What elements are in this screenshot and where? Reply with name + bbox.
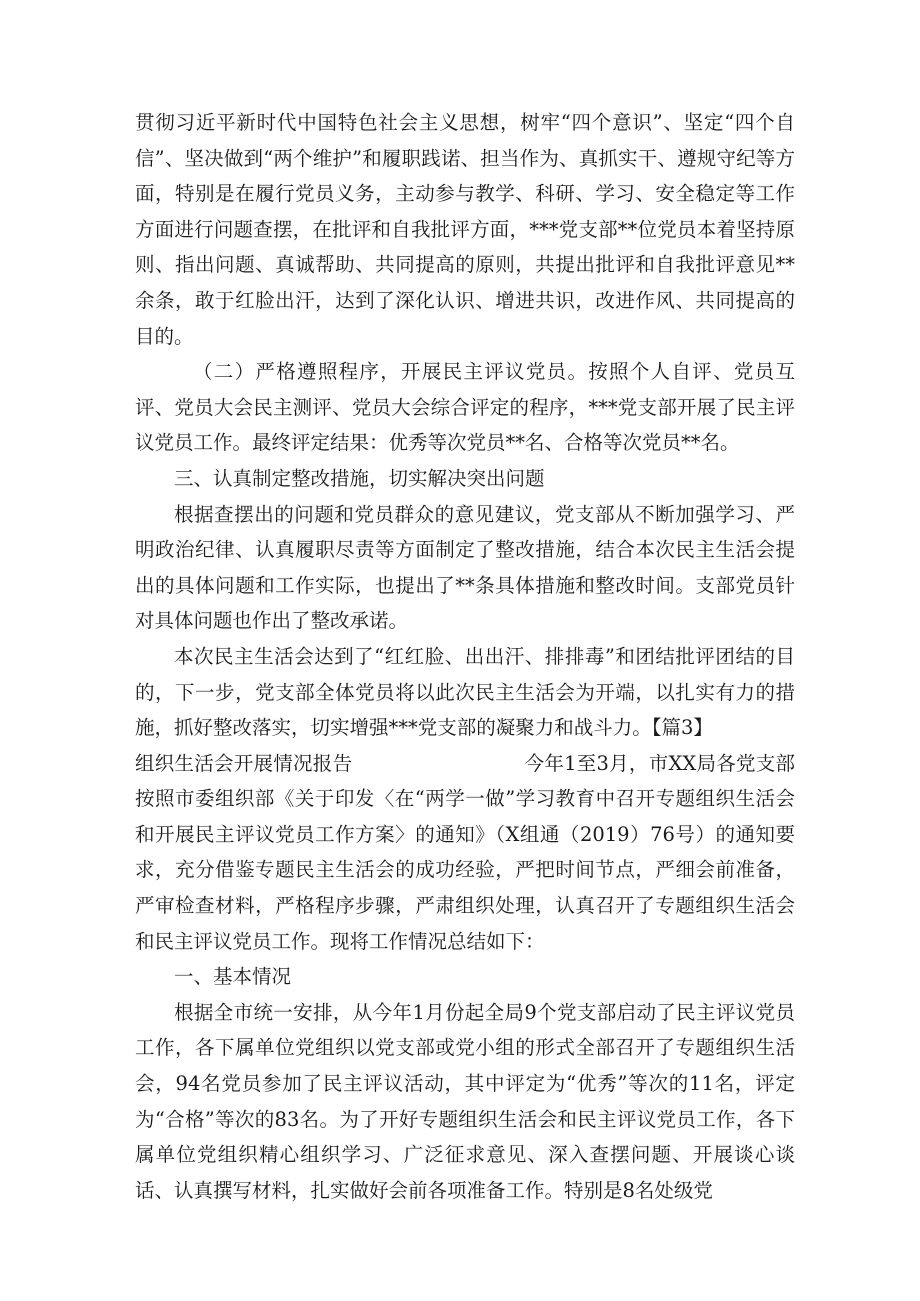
paragraph-2: （二）严格遵照程序，开展民主评议党员。按照个人自评、党员互评、党员大会民主测评、党员大会综合评定的程序，***党支部开展了民主评议党员工作。最终评定结果：优秀等次党员**名、合格等次党员**名。 [135, 360, 795, 455]
section-heading-3: 三、认真制定整改措施，切实解决突出问题 [174, 466, 545, 490]
report-intro: 今年1至3月，市XX局各党支部按照市委组织部《关于印发〈在“两学一做”学习教育中召开专题组织生活会和开展民主评议党员工作方案〉的通知》（X组通（2019）76号）的通知要求，充分借鉴专题民主生活会的成功经验，严把时间节点，严细会前准备，严审检查材料，严格程序步骤，严肃组织处理，认真召开了专题组织生活会和民主评议党员工作。现将工作情况总结如下： [135, 751, 795, 953]
report-title: 组织生活会开展情况报告 [135, 751, 353, 775]
section-heading-basic: 一、基本情况 [174, 965, 292, 989]
paragraph-4: 根据查摆出的问题和党员群众的意见建议，党支部从不断加强学习、严明政治纪律、认真履职尽责等方面制定了整改措施，结合本次民主生活会提出的具体问题和工作实际，也提出了**条具体措施和整改时间。支部党员针对具体问题也作出了整改承诺。 [135, 502, 795, 633]
paragraph-8: 根据全市统一安排，从今年1月份起全局9个党支部启动了民主评议党员工作，各下属单位党组织以党支部或党小组的形式全部召开了专题组织生活会，94名党员参加了民主评议活动，其中评定为“优秀”等次的11名，评定为“合格”等次的83名。为了开好专题组织生活会和民主评议党员工作，各下属单位党组织精心组织学习、广泛征求意见、深入查摆问题、开展谈心谈话、认真撰写材料，扎实做好会前各项准备工作。特别是8名处级党 [135, 1000, 795, 1202]
paragraph-6 [135, 746, 795, 960]
document-body [135, 105, 795, 1208]
paragraph-5: 本次民主生活会达到了“红红脸、出出汗、排排毒”和团结批评团结的目的，下一步，党支部全体党员将以此次民主生活会为开端，以扎实有力的措施，抓好整改落实，切实增强***党支部的凝聚力和战斗力。【篇3】 [135, 644, 795, 740]
paragraph-1: 贯彻习近平新时代中国特色社会主义思想，树牢“四个意识”、坚定“四个自信”、坚决做到“两个维护”和履职践诺、担当作为、真抓实干、遵规守纪等方面，特别是在履行党员义务，主动参与教学、科研、学习、安全稳定等工作方面进行问题查摆，在批评和自我批评方面，***党支部**位党员本着坚持原则、指出问题、真诚帮助、共同提高的原则，共提出批评和自我批评意见**余条，敢于红脸出汗，达到了深化认识、增进共识，改进作风、共同提高的目的。 [135, 111, 795, 348]
